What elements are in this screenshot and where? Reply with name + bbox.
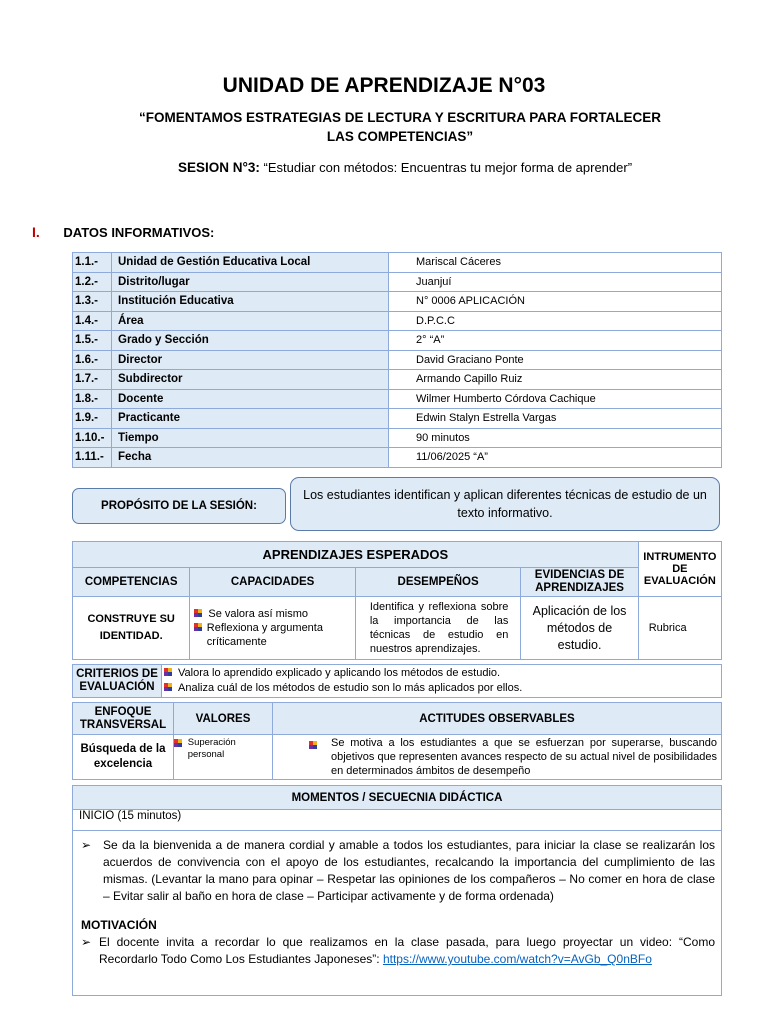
col-capacidades: CAPACIDADES	[190, 568, 356, 597]
datos-num: 1.11.-	[73, 448, 112, 468]
datos-num: 1.10.-	[73, 428, 112, 448]
datos-value: 90 minutos	[389, 428, 722, 448]
enfoque-table	[72, 702, 722, 780]
datos-num: 1.6.-	[73, 350, 112, 370]
datos-key: Institución Educativa	[112, 292, 389, 312]
datos-key: Área	[112, 311, 389, 331]
datos-value: Armando Capillo Ruiz	[389, 370, 722, 390]
col-competencias: COMPETENCIAS	[73, 568, 190, 597]
datos-key: Fecha	[112, 448, 389, 468]
instrumento-cell: Rubrica	[638, 597, 721, 660]
criterios-cell	[162, 665, 722, 698]
momentos-title: MOMENTOS / SECUECNIA DIDÁCTICA	[73, 786, 722, 810]
datos-value: D.P.C.C	[389, 311, 722, 331]
datos-key: Unidad de Gestión Educativa Local	[112, 253, 389, 273]
session-text: “Estudiar con métodos: Encuentras tu mejor forma de aprender”	[263, 160, 633, 175]
datos-num: 1.9.-	[73, 409, 112, 429]
datos-row	[73, 350, 722, 370]
valor-item: Superación personal	[174, 737, 272, 761]
col-desempenos: DESEMPEÑOS	[355, 568, 521, 597]
datos-key: Docente	[112, 389, 389, 409]
proposito-label: PROPÓSITO DE LA SESIÓN:	[72, 488, 286, 524]
aprendizajes-title: APRENDIZAJES ESPERADOS	[73, 542, 639, 568]
datos-row	[73, 389, 722, 409]
inicio-item: ➢ Se da la bienvenida a de manera cordial y amable a todos los estudiantes, para iniciar la clase se realizarán los acuerdos de convivencia con el apoyo de los estudiantes, recalcando la importancia del cumplimiento de las mismas. (Levantar la mano para opinar – Respetar las opiniones de los compañeros – No comer en hora de clase – Evitar salir al baño en hora de clase – Participar activamente y de forma ordenada)	[81, 838, 715, 903]
competencia-cell: CONSTRUYE SU IDENTIDAD.	[73, 597, 190, 660]
criterio-item: Analiza cuál de los métodos de estudio son lo más aplicados por ellos.	[164, 681, 721, 696]
bullet-icon	[194, 623, 200, 631]
session-label: SESION N°3:	[177, 160, 260, 175]
datos-row	[73, 428, 722, 448]
datos-key: Practicante	[112, 409, 389, 429]
inicio-content	[73, 831, 722, 996]
bullet-icon	[194, 609, 202, 617]
bullet-icon	[164, 668, 172, 676]
datos-num: 1.5.-	[73, 331, 112, 351]
datos-row	[73, 311, 722, 331]
capacidad-item: Reflexiona y argumenta críticamente	[194, 621, 351, 649]
datos-num: 1.1.-	[73, 253, 112, 273]
criterios-table	[72, 664, 722, 698]
datos-value: N° 0006 APLICACIÓN	[389, 292, 722, 312]
criterio-item: Valora lo aprendido explicado y aplicando los métodos de estudio.	[164, 666, 721, 681]
datos-key: Subdirector	[112, 370, 389, 390]
datos-value: Mariscal Cáceres	[389, 253, 722, 273]
col-actitudes: ACTITUDES OBSERVABLES	[273, 703, 722, 735]
proposito-text: Los estudiantes identifican y aplican diferentes técnicas de estudio de un texto informativo.	[290, 477, 720, 531]
evidencia-cell: Aplicación de los métodos de estudio.	[521, 597, 638, 660]
datos-row	[73, 331, 722, 351]
motivacion-label: MOTIVACIÓN	[81, 918, 157, 932]
capacidad-item: Se valora así mismo	[194, 607, 351, 621]
datos-key: Director	[112, 350, 389, 370]
inicio-label: INICIO (15 minutos)	[73, 810, 722, 831]
bullet-icon	[164, 683, 172, 691]
datos-row	[73, 448, 722, 468]
capacidades-cell	[190, 597, 356, 660]
valor-cell	[174, 735, 273, 780]
datos-value: 11/06/2025 “A”	[389, 448, 722, 468]
section-datos-heading	[32, 224, 214, 240]
arrow-bullet-icon: ➢	[81, 935, 92, 949]
datos-num: 1.4.-	[73, 311, 112, 331]
desempeno-cell: Identifica y reflexiona sobre la importancia de las técnicas de estudio en nuestros aprendizajes.	[355, 597, 521, 660]
datos-row	[73, 370, 722, 390]
unit-subtitle: “FOMENTAMOS ESTRATEGIAS DE LECTURA Y ESCRITURA PARA FORTALECER LAS COMPETENCIAS”	[138, 110, 661, 144]
aprendizajes-table	[72, 541, 722, 660]
datos-value: 2° “A”	[389, 331, 722, 351]
actitud-cell: Se motiva a los estudiantes a que se esfuerzan por superarse, buscando objetivos que representen avances respecto de su actual nivel de posibilidades en determinados ámbitos de desempeño	[273, 735, 722, 780]
datos-row	[73, 409, 722, 429]
datos-row	[73, 253, 722, 273]
bullet-icon	[309, 741, 317, 749]
datos-key: Distrito/lugar	[112, 272, 389, 292]
datos-value: Wilmer Humberto Córdova Cachique	[389, 389, 722, 409]
datos-value: Juanjuí	[389, 272, 722, 292]
col-enfoque: ENFOQUE TRANSVERSAL	[73, 703, 174, 735]
arrow-bullet-icon: ➢	[81, 838, 92, 852]
datos-num: 1.3.-	[73, 292, 112, 312]
datos-key: Grado y Sección	[112, 331, 389, 351]
datos-num: 1.7.-	[73, 370, 112, 390]
col-evidencias: EVIDENCIAS DE APRENDIZAJES	[521, 568, 638, 597]
datos-row	[73, 272, 722, 292]
session-title	[170, 158, 640, 177]
momentos-table	[72, 785, 722, 996]
datos-num: 1.8.-	[73, 389, 112, 409]
datos-value: David Graciano Ponte	[389, 350, 722, 370]
enfoque-cell: Búsqueda de la excelencia	[73, 735, 174, 780]
datos-table	[72, 252, 722, 468]
section-number: I.	[32, 224, 40, 240]
instrumento-header: INTRUMENTO DE EVALUACIÓN	[638, 542, 721, 597]
datos-num: 1.2.-	[73, 272, 112, 292]
bullet-icon	[174, 739, 182, 747]
datos-value: Edwin Stalyn Estrella Vargas	[389, 409, 722, 429]
section-title: DATOS INFORMATIVOS:	[63, 225, 215, 240]
datos-key: Tiempo	[112, 428, 389, 448]
criterios-label: CRITERIOS DE EVALUACIÓN	[73, 665, 162, 698]
col-valores: VALORES	[174, 703, 273, 735]
video-link[interactable]: https://www.youtube.com/watch?v=AvGb_Q0nBFo	[382, 952, 652, 966]
unit-title: UNIDAD DE APRENDIZAJE N°03	[222, 74, 546, 97]
motivacion-item: ➢ El docente invita a recordar lo que realizamos en la clase pasada, para luego proyectar un video: “Como Recordarlo Todo Como Los Estudiantes Japoneses”: https://www.youtube.com/watch?v=AvGb_Q0nBFo	[81, 935, 715, 966]
datos-row	[73, 292, 722, 312]
